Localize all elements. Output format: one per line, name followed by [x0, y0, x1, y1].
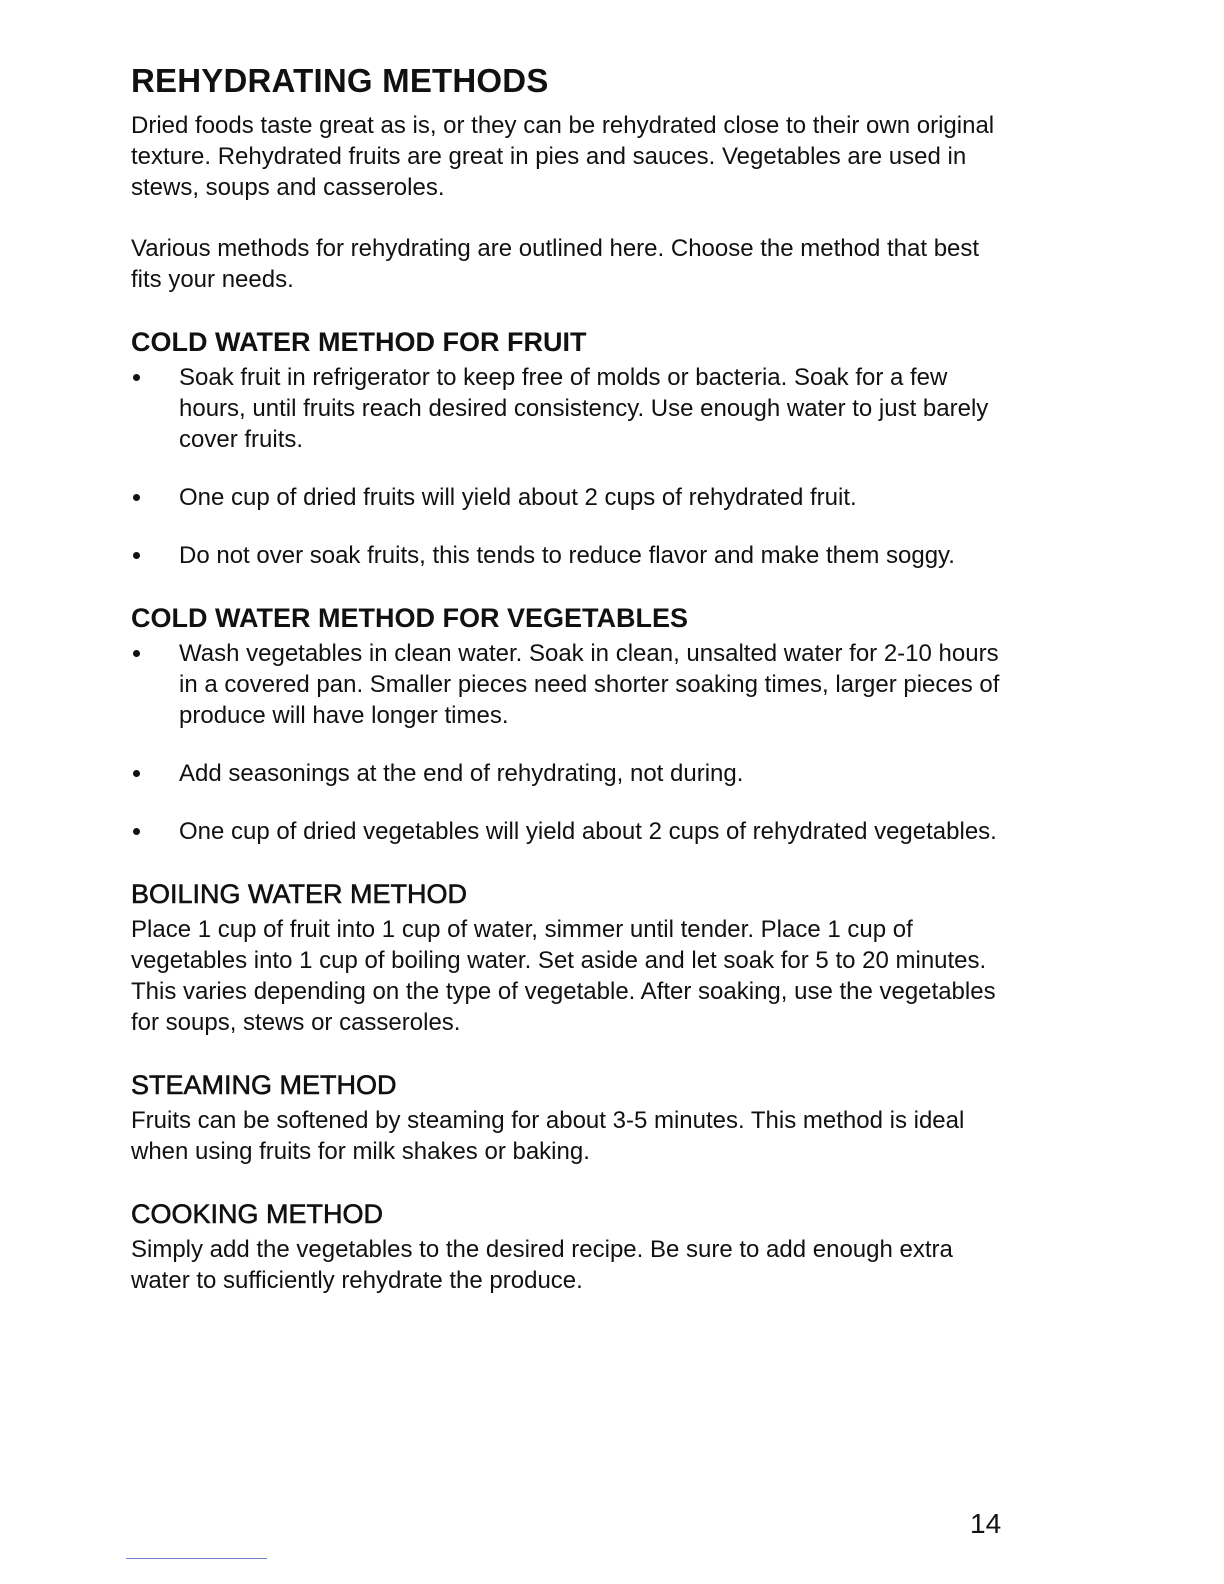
list-item — [131, 638, 1011, 731]
bullet-list-cold-water-vegetables — [131, 638, 1011, 847]
list-item-text: One cup of dried fruits will yield about 2 cups of rehydrated fruit. — [179, 484, 857, 511]
bullet-icon — [133, 650, 140, 657]
list-item — [131, 482, 1011, 513]
heading-cold-water-vegetables: COLD WATER METHOD FOR VEGETABLES — [131, 603, 688, 633]
footer-divider — [126, 1558, 267, 1559]
heading-cooking: COOKING METHOD — [131, 1199, 384, 1229]
list-item-text: Do not over soak fruits, this tends to reduce flavor and make them soggy. — [179, 542, 955, 569]
intro-paragraph-2: Various methods for rehydrating are outlined here. Choose the method that best fits your needs. — [131, 235, 980, 293]
bullet-icon — [133, 494, 140, 501]
boiling-water-text: Place 1 cup of fruit into 1 cup of water, simmer until tender. Place 1 cup of vegetables into 1 cup of boiling water. Set aside and let soak for 5 to 20 minutes. This varies depending on the type of vegetable. After soaking, use the vegetables for soups, stews or casseroles. — [131, 916, 996, 1036]
list-item-text: Add seasonings at the end of rehydrating, not during. — [179, 760, 744, 787]
heading-boiling-water: BOILING WATER METHOD — [131, 879, 468, 909]
intro-paragraph-1: Dried foods taste great as is, or they can be rehydrated close to their own original texture. Rehydrated fruits are great in pies and sauces. Vegetables are used in stews, soups and casseroles. — [131, 112, 995, 201]
list-item — [131, 816, 1011, 847]
list-item-text: Wash vegetables in clean water. Soak in clean, unsalted water for 2-10 hours in a covered pan. Smaller pieces need shorter soaking times, larger pieces of produce will have longer times. — [179, 640, 1000, 729]
bullet-icon — [133, 828, 140, 835]
page-title: REHYDRATING METHODS — [131, 62, 549, 99]
list-item — [131, 540, 1011, 571]
bullet-icon — [133, 552, 140, 559]
heading-steaming: STEAMING METHOD — [131, 1070, 397, 1100]
list-item — [131, 362, 1011, 455]
list-item-text: One cup of dried vegetables will yield about 2 cups of rehydrated vegetables. — [179, 818, 997, 845]
document-page — [131, 62, 1011, 1296]
page-number: 14 — [970, 1508, 1002, 1539]
heading-cold-water-fruit: COLD WATER METHOD FOR FRUIT — [131, 327, 587, 357]
list-item — [131, 758, 1011, 789]
list-item-text: Soak fruit in refrigerator to keep free of molds or bacteria. Soak for a few hours, until fruits reach desired consistency. Use enough water to just barely cover fruits. — [179, 364, 989, 453]
bullet-list-cold-water-fruit — [131, 362, 1011, 571]
bullet-icon — [133, 374, 140, 381]
cooking-text: Simply add the vegetables to the desired recipe. Be sure to add enough extra water to sufficiently rehydrate the produce. — [131, 1236, 953, 1294]
bullet-icon — [133, 770, 140, 777]
steaming-text: Fruits can be softened by steaming for about 3-5 minutes. This method is ideal when using fruits for milk shakes or baking. — [131, 1107, 965, 1165]
